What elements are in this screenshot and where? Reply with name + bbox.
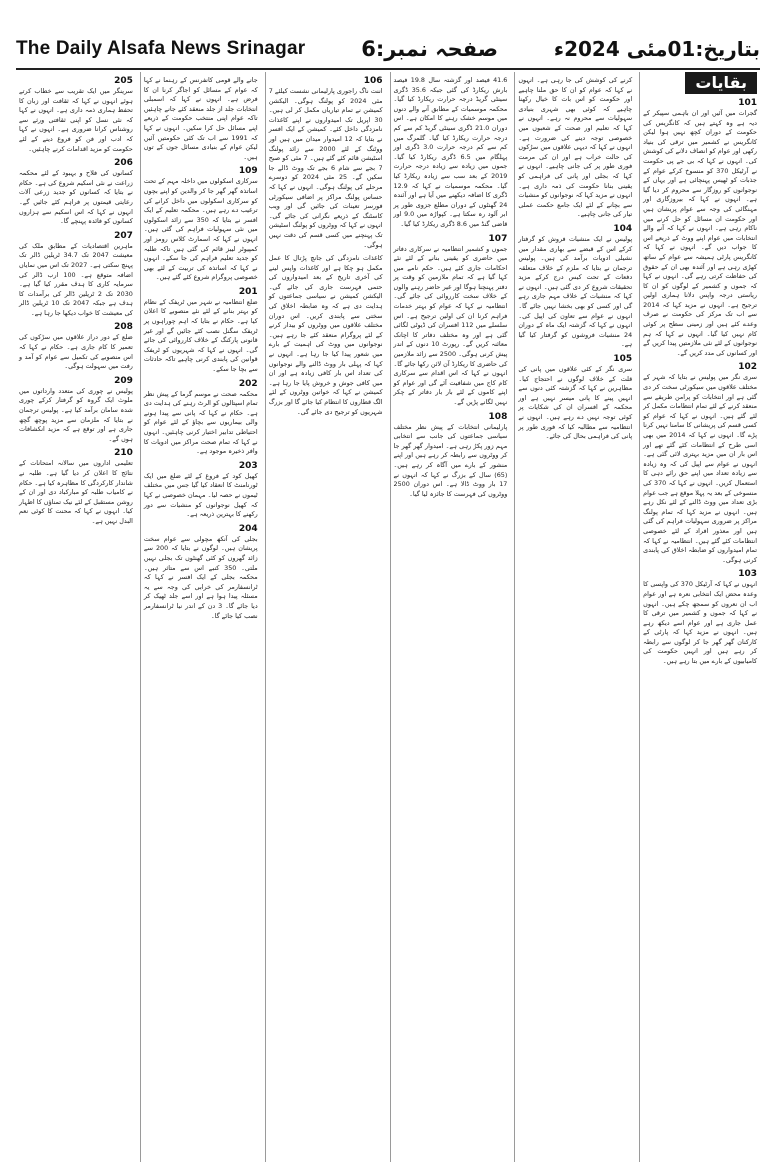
newspaper-page	[16, 0, 760, 1173]
item-number: 101	[738, 98, 757, 108]
item-number: 205	[114, 76, 133, 86]
newspaper-title: The Daily Alsafa News Srinagar	[16, 38, 306, 59]
item-text: پولیس نے چوری کی متعدد وارداتوں میں ملوث ایک گروہ کو گرفتار کرکے چوری شدہ سامان برآمد کیا ہے۔ پولیس ترجمان نے بتایا کہ ملزمان سے مزید پوچھ گچھ جاری ہے اور توقع ہے کہ مزید انکشافات ہوں گے۔	[19, 386, 133, 443]
item-text: کاغذات نامزدگی کی جانچ پڑتال کا عمل مکمل ہو چکا ہے اور کاغذات واپس لینے کی آخری تاریخ کے بعد امیدواروں کی حتمی فہرست جاری کی جائے گی۔ الیکشن کمیشن نے سیاسی جماعتوں کو ہدایت دی ہے کہ وہ ضابطہ اخلاق کی سختی سے پابندی کریں۔ اس دوران مختلف علاقوں میں ووٹروں کو بیدار کرنے کے لئے پروگرام منعقد کئے جا رہے ہیں۔ نوجوانوں میں ووٹ کی اہمیت کے بارے میں شعور پیدا کیا جا رہا ہے۔ انہوں نے کہا کہ پہلی بار ووٹ ڈالنے والے نوجوانوں کی تعداد اس بار کافی زیادہ ہے اور ان میں کافی جوش و خروش پایا جا رہا ہے۔ کمیشن نے کہا کہ خواتین ووٹروں کے لئے الگ قطاروں کا انتظام کیا جائے گا اور بزرگ شہریوں کو ترجیح دی جائے گی۔	[268, 254, 383, 416]
item-text: کرنے کی کوشش کی جا رہی ہے۔ انہوں نے کہا کہ عوام کو ان کا حق ملنا چاہیے اور حکومت کو اس بات کا خیال رکھنا چاہیے کہ کوئی بھی شہری بنیادی سہولیات سے محروم نہ رہے۔ انہوں نے کہا کہ تعلیم اور صحت کے شعبوں میں خصوصی توجہ دینے کی ضرورت ہے۔ انہوں نے کہا کہ دیہی علاقوں میں سڑکوں کی حالت خراب ہے اور ان کی مرمت فوری طور پر کی جانی چاہیے۔ انہوں نے کہا کہ بجلی اور پانی کی فراہمی کو یقینی بنانا حکومت کی ذمہ داری ہے۔ انہوں نے مزید کہا کہ نوجوانوں کو منشیات سے بچانے کے لئے ایک جامع حکمت عملی تیار کی جانی چاہیے۔	[518, 76, 633, 219]
item-number: 209	[114, 375, 133, 386]
item-number: 201	[238, 286, 258, 297]
item-number: 206	[114, 158, 133, 169]
item-number: 109	[238, 166, 258, 177]
item-text: سرینگر میں ایک تقریب سے خطاب کرتے ہوئے انہوں نے کہا کہ ثقافت اور زبان کا تحفظ ہماری ذمہ داری ہے۔ انہوں نے کہا کہ نئی نسل کو اپنی ثقافتی ورثے سے روشناس کرانا ضروری ہے۔ انہوں نے کہا کہ ادب اور فن کو فروغ دینے کے لئے حکومت کو مزید اقدامات کرنے چاہئیں۔	[19, 87, 133, 153]
column-1	[639, 72, 760, 1162]
item-number: 105	[613, 354, 633, 365]
item-number: 102	[738, 362, 757, 373]
item-number: 108	[488, 411, 508, 422]
item-text: سری نگر کے کئی علاقوں میں پانی کی قلت کے خلاف لوگوں نے احتجاج کیا۔ مظاہرین نے کہا کہ گزشتہ کئی دنوں سے انہیں پینے کا پانی میسر نہیں ہے اور محکمہ کے افسران ان کی شکایات پر کوئی توجہ نہیں دے رہے ہیں۔ انہوں نے انتظامیہ سے مطالبہ کیا کہ فوری طور پر پانی کی فراہمی بحال کی جائے۔	[518, 365, 633, 441]
item-text: تعلیمی اداروں میں سالانہ امتحانات کے نتائج کا اعلان کر دیا گیا ہے۔ طلبہ نے شاندار کارکردگی کا مظاہرہ کیا ہے۔ حکام نے کامیاب طلبہ کو مبارکباد دی اور ان کے روشن مستقبل کے لئے نیک تمناؤں کا اظہار کیا۔ انہوں نے کہا کہ محنت کا کوئی نعم البدل نہیں ہے۔	[19, 459, 133, 525]
item-number: 207	[114, 230, 133, 241]
item-number: 107	[488, 233, 508, 244]
page-number: صفحہ نمبر:6	[361, 37, 498, 61]
item-number: 106	[363, 76, 383, 86]
item-number: 104	[613, 223, 633, 234]
item-text: ضلع انتظامیہ نے شہر میں ٹریفک کے نظام کو بہتر بنانے کے لئے نئے منصوبے کا اعلان کیا ہے۔ حکام نے بتایا کہ اہم چوراہوں پر ٹریفک سگنل نصب کئے جائیں گے اور غیر قانونی پارکنگ کے خلاف کارروائی کی جائے گی۔ انہوں نے کہا کہ شہریوں کو ٹریفک قوانین کی پابندی کرنی چاہیے تاکہ حادثات سے بچا جا سکے۔	[143, 297, 258, 374]
column-3	[390, 72, 511, 1162]
item-text: ضلع کے دور دراز علاقوں میں سڑکوں کی تعمیر کا کام جاری ہے۔ حکام نے کہا کہ اس منصوبے کی تکمیل سے عوام کو آمد و رفت میں سہولت ہوگی۔	[19, 333, 133, 371]
section-banner-label: بقایات	[685, 72, 757, 94]
item-text: محکمہ صحت نے موسم گرما کے پیش نظر تمام اسپتالوں کو الرٹ رہنے کی ہدایت دی ہے۔ حکام نے کہا کہ پانی سے پیدا ہونے والی بیماریوں سے بچاؤ کے لئے عوام کو احتیاطی تدابیر اختیار کرنی چاہئیں۔ انہوں نے کہا کہ تمام صحت مراکز میں ادویات کا وافر ذخیرہ موجود ہے۔	[143, 389, 258, 456]
item-text: اننت ناگ راجوری پارلیمانی نشست کیلئے 7 مئی 2024 کو پولنگ ہوگی۔ الیکشن کمیشن نے تمام تیاریاں مکمل کر لی ہیں۔ 30 اپریل تک امیدواروں نے اپنے کاغذات نامزدگی داخل کئے۔ کمیشن کے ایک افسر نے بتایا کہ 12 امیدوار میدان میں ہیں اور ووٹنگ کے لئے 2000 سے زائد پولنگ اسٹیشن قائم کئے گئے ہیں۔ 7 مئی کو صبح 7 بجے سے شام 6 بجے تک ووٹ ڈالے جا سکیں گے۔ 25 مئی 2024 کو دوسرے مرحلے کی پولنگ ہوگی۔ انہوں نے کہا کہ حساس پولنگ مراکز پر اضافی سیکورٹی فورسز تعینات کی جائیں گی اور ویب کاسٹنگ کے ذریعے نگرانی کی جائے گی۔ انہوں نے کہا کہ ووٹروں کو پولنگ اسٹیشن تک پہنچنے میں کسی قسم کی دقت نہیں ہوگی۔	[268, 87, 383, 249]
column-2	[514, 72, 635, 1162]
item-text: پولیس نے ایک منشیات فروش کو گرفتار کرکے اس کے قبضے سے بھاری مقدار میں نشیلی ادویات برآمد کی ہیں۔ پولیس ترجمان نے بتایا کہ ملزم کے خلاف متعلقہ دفعات کے تحت کیس درج کرکے مزید تحقیقات شروع کر دی گئی ہیں۔ انہوں نے کہا کہ منشیات کے خلاف مہم جاری رہے گی اور کسی کو بھی بخشا نہیں جائے گا۔ انہوں نے عوام سے تعاون کی اپیل کی۔ انہوں نے کہا کہ گزشتہ ایک ماہ کے دوران 24 منشیات فروشوں کو گرفتار کیا گیا ہے۔	[518, 234, 633, 349]
item-text: ماہرین اقتصادیات کے مطابق ملک کی معیشت 2047 تک 34.7 ٹریلین ڈالر تک پہنچ سکتی ہے۔ 2027 تک اس میں نمایاں اضافہ متوقع ہے۔ 100 ارب ڈالر کی سرمایہ کاری کا ہدف مقرر کیا گیا ہے۔ 2030 تک 2 ٹریلین ڈالر کی برآمدات کا ہدف ہے جبکہ 2047 تک 10 ٹریلین ڈالر کی معیشت کا خواب دیکھا جا رہا ہے۔	[19, 241, 133, 317]
item-text: جموں و کشمیر انتظامیہ نے سرکاری دفاتر میں حاضری کو یقینی بنانے کے لئے نئے احکامات جاری کئے ہیں۔ حکم نامے میں کہا گیا ہے کہ تمام ملازمین کو وقت پر دفتر پہنچنا ہوگا اور غیر حاضر رہنے والوں کے خلاف سخت کارروائی کی جائے گی۔ انتظامیہ نے کہا کہ عوام کو بہتر خدمات فراہم کرنا ان کی اولین ترجیح ہے۔ اس سلسلے میں 112 افسران کی ڈیوٹی لگائی گئی ہے اور وہ مختلف دفاتر کا اچانک معائنہ کریں گے۔ رپورٹ 10 دنوں کے اندر پیش کرنی ہوگی۔ 2500 سے زائد ملازمین کی حاضری کا ریکارڈ آن لائن رکھا جائے گا۔ انہوں نے کہا کہ اس اقدام سے سرکاری کام کاج میں شفافیت آئے گی اور عوام کو اپنے کاموں کے لئے بار بار دفاتر کے چکر نہیں لگانے پڑیں گے۔	[393, 244, 508, 406]
section-banner	[643, 72, 757, 94]
item-text: پارلیمانی انتخابات کے پیش نظر مختلف سیاسی جماعتوں کی جانب سے انتخابی مہم زور پکڑ رہی ہے۔ امیدوار گھر گھر جا کر ووٹروں سے رابطہ کر رہے ہیں اور اپنے منشور کے بارے میں آگاہ کر رہے ہیں۔ (65) سال کے بزرگ نے کہا کہ انہوں نے 17 بار ووٹ ڈالا ہے۔ اس دوران 2500 ووٹروں کی فہرست کا جائزہ لیا گیا۔	[393, 422, 508, 498]
item-number: 202	[238, 378, 258, 389]
article-columns	[16, 72, 760, 1162]
masthead	[16, 30, 760, 70]
item-number: 203	[238, 460, 258, 471]
issue-date: بتاریخ:01مئی 2024ء	[553, 37, 760, 61]
column-5	[140, 72, 261, 1162]
item-number: 208	[114, 322, 133, 333]
item-number: 210	[114, 448, 133, 459]
column-4	[265, 72, 386, 1162]
item-text: انہوں نے کہا کہ آرٹیکل 370 کی واپسی کا وعدہ محض ایک انتخابی نعرہ ہے اور عوام اب ان نعروں کو سمجھ چکے ہیں۔ انہوں نے کہا کہ جموں و کشمیر میں ترقی کا عمل جاری ہے اور عوام اسے دیکھ رہے ہیں۔ انہوں نے مزید کہا کہ پارٹی کے کارکنان گھر گھر جا کر لوگوں سے رابطہ کر رہے ہیں اور انہیں حکومت کی کامیابیوں کے بارے میں بتا رہے ہیں۔	[643, 580, 758, 666]
item-text: گجرات میں آئیں اور ان باہمی سپیکر کے دیہ ہے وہ کہتے ہیں کہ کانگریس کی حکومت کے دوران کچھ نہیں ہوا لیکن کانگریس نے کشمیر میں ترقی کی بنیاد رکھی اور عوام کو انصاف دلانے کی کوشش کی۔ انہوں نے کہا کہ بی جے پی حکومت نے آرٹیکل 370 کو منسوخ کرکے عوام کے جذبات کو ٹھیس پہنچائی ہے اور یہاں کے نوجوانوں کو روزگار سے محروم کر دیا گیا ہے۔ انہوں نے کہا کہ بیروزگاری اور مہنگائی کی وجہ سے عوام پریشان ہیں اور حکومت ان مسائل کو حل کرنے میں ناکام رہی ہے۔ انہوں نے کہا کہ آنے والے انتخابات میں عوام اپنے ووٹ کے ذریعے اس کا جواب دیں گے۔ انہوں نے کہا کہ کانگریس پارٹی ہمیشہ سے عوام کے ساتھ کھڑی رہی ہے اور آئندہ بھی ان کے حقوق کی حفاظت کرتی رہے گی۔ انہوں نے کہا کہ جموں و کشمیر کے لوگوں کو ان کا ریاستی درجہ واپس دلانا ہماری اولین ترجیح ہے۔ انہوں نے مزید کہا کہ 2014 سے اب تک مرکز کی حکومت نے صرف وعدے کئے ہیں اور زمینی سطح پر کوئی کام نہیں کیا گیا۔ انہوں نے کہا کہ ہم نوجوانوں کے لئے نئی ملازمتیں پیدا کریں گے اور کسانوں کی مدد کریں گے۔	[643, 109, 757, 357]
item-text: سرکاری اسکولوں میں داخلہ مہم کے تحت اساتذہ گھر گھر جا کر والدین کو اپنے بچوں کو سرکاری اسکولوں میں داخل کرانے کی ترغیب دے رہے ہیں۔ محکمہ تعلیم کے ایک افسر نے بتایا کہ 350 سے زائد اسکولوں میں نئی سہولیات فراہم کی گئی ہیں۔ انہوں نے کہا کہ اسمارٹ کلاس رومز اور کمپیوٹر لیبز قائم کی گئی ہیں تاکہ طلبہ کو جدید تعلیم فراہم کی جا سکے۔ انہوں نے کہا کہ اساتذہ کی تربیت کے لئے بھی خصوصی پروگرام شروع کئے گئے ہیں۔	[143, 177, 258, 282]
column-6	[16, 72, 136, 1162]
item-number: 103	[738, 569, 757, 580]
item-text: کھیل کود کے فروغ کے لئے ضلع میں ایک ٹورنامنٹ کا انعقاد کیا گیا جس میں مختلف ٹیموں نے حصہ لیا۔ مہمان خصوصی نے کہا کہ کھیل نوجوانوں کو منشیات سے دور رکھنے کا بہترین ذریعہ ہے۔	[143, 471, 258, 519]
item-text: جانے والے قومی کانفرنس کے رہنما نے کہا کہ عوام کے مسائل کو اجاگر کرنا ان کا فرض ہے۔ انہوں نے کہا کہ اسمبلی انتخابات جلد از جلد منعقد کئے جانے چاہئیں تاکہ عوام اپنی منتخب حکومت کے ذریعے اپنے مسائل حل کرا سکیں۔ انہوں نے کہا کہ 1991 سے اب تک کئی حکومتیں آئیں لیکن عوام کے بنیادی مسائل جوں کے توں ہیں۔	[143, 76, 258, 161]
item-number: 204	[238, 523, 258, 534]
item-text: 41.6 فیصد اور گزشتہ سال 19.8 فیصد بارش ریکارڈ کی گئی جبکہ 35.6 ڈگری سینٹی گریڈ درجہ حرارت ریکارڈ کیا گیا۔ محکمہ موسمیات کے مطابق آنے والے دنوں میں موسم خشک رہنے کا امکان ہے۔ اس دوران 21.0 ڈگری سینٹی گریڈ کم سے کم درجہ حرارت ریکارڈ کیا گیا۔ گلمرگ میں کم سے کم درجہ حرارت 3.0 ڈگری اور پہلگام میں 6.5 ڈگری ریکارڈ کیا گیا۔ جموں میں زیادہ سے زیادہ درجہ حرارت 2019 کے بعد سب سے زیادہ ریکارڈ کیا گیا۔ محکمہ موسمیات نے کہا کہ 12.9 ڈگری کا اضافہ دیکھنے میں آیا ہے اور آئندہ 24 گھنٹوں کے دوران مطلع جزوی طور پر ابر آلود رہ سکتا ہے۔ کپواڑہ میں 9.0 اور قاضی گنڈ میں 8.6 ڈگری ریکارڈ کیا گیا۔	[393, 76, 508, 228]
item-text: کسانوں کی فلاح و بہبود کے لئے محکمہ زراعت نے نئی اسکیم شروع کی ہے۔ حکام نے بتایا کہ کسانوں کو جدید زرعی آلات رعایتی قیمتوں پر فراہم کئے جائیں گے۔ انہوں نے کہا کہ اس اسکیم سے ہزاروں کسانوں کو فائدہ پہنچے گا۔	[19, 169, 133, 226]
item-text: سری نگر میں پولیس نے بتایا کہ شہر کے مختلف علاقوں میں سیکورٹی سخت کر دی گئی ہے اور انتخابات کو پرامن طریقے سے منعقد کرنے کے لئے تمام انتظامات مکمل کر لئے گئے ہیں۔ انہوں نے کہا کہ عوام کو کسی قسم کی پریشانی کا سامنا نہیں کرنا پڑے گا۔ انہوں نے کہا کہ 2014 میں بھی اسی طرح کے انتظامات کئے گئے تھے اور اس بار ان میں مزید بہتری لائی گئی ہے۔ انہوں نے عوام سے اپیل کی کہ وہ زیادہ سے زیادہ تعداد میں اپنے حق رائے دہی کا استعمال کریں۔ انہوں نے کہا کہ 370 کی منسوخی کے بعد یہ پہلا موقع ہے جب عوام بڑی تعداد میں ووٹ ڈالنے کے لئے نکل رہے ہیں۔ انہوں نے مزید کہا کہ تمام پولنگ مراکز پر ضروری سہولیات فراہم کی گئی ہیں اور معذور افراد کے لئے خصوصی انتظامات کئے گئے ہیں۔ انتظامیہ نے کہا کہ تمام امیدواروں کو ضابطہ اخلاق کی پابندی کرنی ہوگی۔	[643, 373, 757, 564]
item-text: بجلی کی آنکھ مچولی سے عوام سخت پریشان ہیں۔ لوگوں نے بتایا کہ 200 سے زائد گھروں کو کئی گھنٹوں تک بجلی نہیں ملتی۔ 350 کنبے اس سے متاثر ہیں۔ محکمہ بجلی کے ایک افسر نے کہا کہ ٹرانسفارمر کی خرابی کی وجہ سے یہ مسئلہ پیدا ہوا ہے اور اسے جلد ٹھیک کر دیا جائے گا۔ 3 دن کے اندر نیا ٹرانسفارمر نصب کیا جائے گا۔	[143, 534, 258, 620]
